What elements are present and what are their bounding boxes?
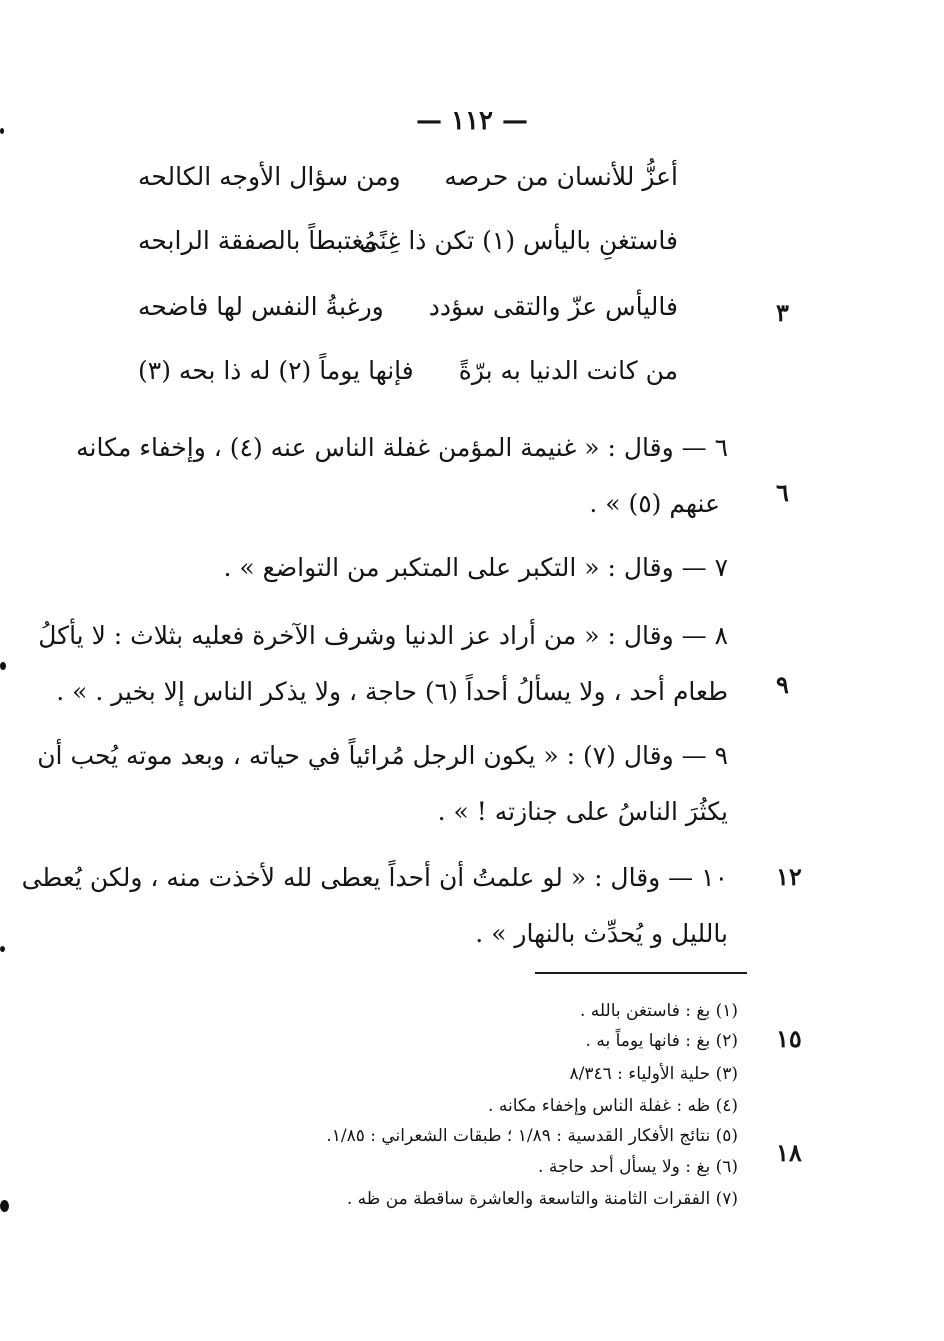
- paragraph-line: عنهم (٥) » .: [589, 489, 720, 518]
- paragraph-line: بالليل و يُحدِّث بالنهار » .: [475, 919, 728, 948]
- verse-first-hemistich: فاليأس عزّ والتقى سؤدد: [428, 292, 678, 321]
- margin-line-number: ١٥: [776, 1024, 802, 1053]
- verse-line: [138, 292, 678, 340]
- verse-line: [138, 356, 678, 404]
- footnote: (٧) الفقرات الثامنة والتاسعة والعاشرة ساقطة من ظه .: [346, 1189, 738, 1209]
- footnote: (٢) بغ : فانها يوماً به .: [585, 1031, 738, 1051]
- footnote: (٣) حلية الأولياء : ٨/٣٤٦: [569, 1064, 738, 1084]
- paragraph-line: طعام أحد ، ولا يسألُ أحداً (٦) حاجة ، ولا يذكر الناس إلا بخير . » .: [56, 677, 728, 706]
- paragraph-line: يكثُرَ الناسُ على جنازته ! » .: [437, 797, 728, 826]
- footnote: (٦) بغ : ولا يسأل أحد حاجة .: [538, 1157, 738, 1177]
- paragraph-line: ٩ — وقال (٧) : « يكون الرجل مُرائياً في حياته ، وبعد موته يُحب أن: [37, 741, 728, 770]
- saying-paragraph: [38, 608, 728, 720]
- scan-speck: [0, 1200, 9, 1212]
- saying-paragraph: [21, 850, 728, 962]
- verse-second-hemistich: ومن سؤال الأوجه الكالحه: [138, 162, 401, 191]
- paragraph-line: ٨ — وقال : « من أراد عز الدنيا وشرف الآخرة فعليه بثلاث : لا يأكلُ: [38, 621, 728, 650]
- saying-paragraph: [37, 728, 728, 840]
- verse-first-hemistich: من كانت الدنيا به برّةً: [458, 356, 678, 385]
- scan-speck: [0, 946, 5, 952]
- footnote: (٥) نتائج الأفكار القدسية : ١/٨٩ ؛ طبقات الشعراني : ١/٨٥.: [326, 1126, 738, 1146]
- margin-line-number: ١٨: [776, 1138, 802, 1167]
- saying-paragraph: [76, 420, 728, 532]
- footnote: (١) بغ : فاستغن بالله .: [580, 1001, 738, 1021]
- paragraph-line: ٧ — وقال : « التكبر على المتكبر من التواضع » .: [223, 553, 728, 582]
- verse-first-hemistich: أعزُّ للأنسان من حرصه: [444, 162, 678, 191]
- footnote: (٤) ظه : غفلة الناس وإخفاء مكانه .: [488, 1096, 738, 1116]
- verse-line: [138, 226, 678, 274]
- footnote-separator: [535, 972, 747, 974]
- paragraph-line: ٦ — وقال : « غنيمة المؤمن غفلة الناس عنه (٤) ، وإخفاء مكانه: [76, 433, 728, 462]
- paragraph-line: ١٠ — وقال : « لو علمتُ أن أحداً يعطى لله لأخذت منه ، ولكن يُعطى: [21, 863, 728, 892]
- margin-line-number: ٩: [776, 670, 789, 699]
- verse-second-hemistich: ورغبةُ النفس لها فاضحه: [138, 292, 384, 321]
- scan-speck: [0, 662, 6, 670]
- scan-speck: [0, 128, 4, 134]
- margin-line-number: ٦: [776, 478, 789, 507]
- margin-line-number: ٣: [776, 298, 789, 327]
- verse-second-hemistich: مُغتبطاً بالصفقة الرابحه: [138, 226, 377, 255]
- page-number: — ١١٢ —: [415, 106, 529, 136]
- verse-line: [138, 162, 678, 210]
- verse-first-hemistich: فاستغنِ باليأس (١) تكن ذا غِنًى: [358, 226, 678, 255]
- verse-second-hemistich: فإنها يوماً (٢) له ذا بحه (٣): [138, 356, 414, 385]
- margin-line-number: ١٢: [776, 862, 802, 891]
- saying-paragraph: [80, 540, 728, 596]
